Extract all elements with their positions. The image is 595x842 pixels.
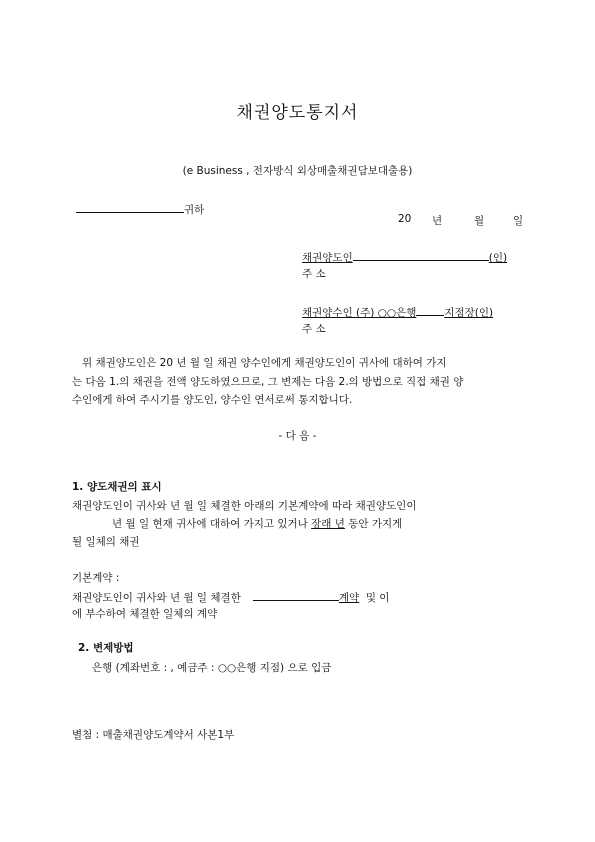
body-line-2: 는 다음 1.의 채권을 전액 양도하였으므로, 그 변제는 다음 2.의 방법으로 직접 채권 양 [72, 376, 464, 388]
assignor-line [302, 248, 507, 265]
section1-heading: 1. 양도채권의 표시 [72, 481, 162, 493]
assignee-blank [416, 303, 444, 316]
da-eum-heading: - 다 음 - [278, 430, 317, 442]
assignee-address-label: 주 소 [302, 323, 326, 335]
contract-word: 계약 [338, 592, 360, 604]
date-year-label: 년 [432, 215, 443, 227]
section2-line: 은행 (계좌번호 : , 예금주 : ○○은행 지점) 으로 입금 [92, 662, 332, 674]
basic-contract-label: 기본계약 : [72, 572, 120, 584]
section1-line-2 [112, 516, 402, 531]
addressee-line [76, 200, 204, 217]
basic-contract-line-1b: 및 이 [365, 592, 390, 604]
assignor-seal: (인) [488, 252, 508, 264]
addressee-suffix: 귀하 [184, 204, 205, 216]
basic-contract-line-1a: 채권양도인이 귀사와 년 월 일 체결한 [72, 592, 241, 604]
assignee-label: 채권양수인 (주) ○○은행 [302, 307, 417, 319]
date-month-label: 월 [474, 215, 485, 227]
assignee-branch: 지점장(인) [444, 307, 494, 319]
section2-heading: 2. 변제방법 [78, 642, 134, 654]
assignor-address-label: 주 소 [302, 268, 326, 280]
body-line-3: 수인에게 하여 주시기를 양도인, 양수인 연서로써 통지합니다. [72, 394, 353, 406]
contract-name-blank[interactable] [253, 588, 339, 601]
section1-line-2b: 동안 가지게 [348, 518, 403, 530]
basic-contract-line-1 [72, 588, 389, 605]
date-day-label: 일 [513, 215, 524, 227]
date-year-prefix: 20 [398, 213, 412, 225]
section1-line-2a: 년 월 일 현재 귀사에 대하여 가지고 있거나 [112, 518, 308, 530]
addressee-blank[interactable] [76, 200, 184, 213]
attachment-line: 별첨 : 매출채권양도계약서 사본1부 [72, 729, 235, 741]
assignee-line [302, 303, 493, 320]
document-subtitle: (e Business , 전자방식 외상매출채권담보대출용) [182, 165, 413, 177]
section1-line-1: 채권양도인이 귀사와 년 월 일 체결한 아래의 기본계약에 따라 채권양도인이 [72, 500, 417, 512]
document-title: 채권양도통지서 [236, 103, 359, 123]
basic-contract-line-2: 에 부수하여 체결한 일체의 계약 [72, 608, 218, 620]
assignor-name-blank[interactable] [353, 248, 489, 261]
assignor-label: 채권양도인 [302, 252, 353, 264]
section1-future-period: 장래 년 [311, 518, 345, 530]
section1-line-3: 될 일체의 채권 [72, 536, 140, 548]
body-line-1: 위 채권양도인은 20 년 월 일 채권 양수인에게 채권양도인이 귀사에 대하여 가지 [82, 357, 447, 369]
